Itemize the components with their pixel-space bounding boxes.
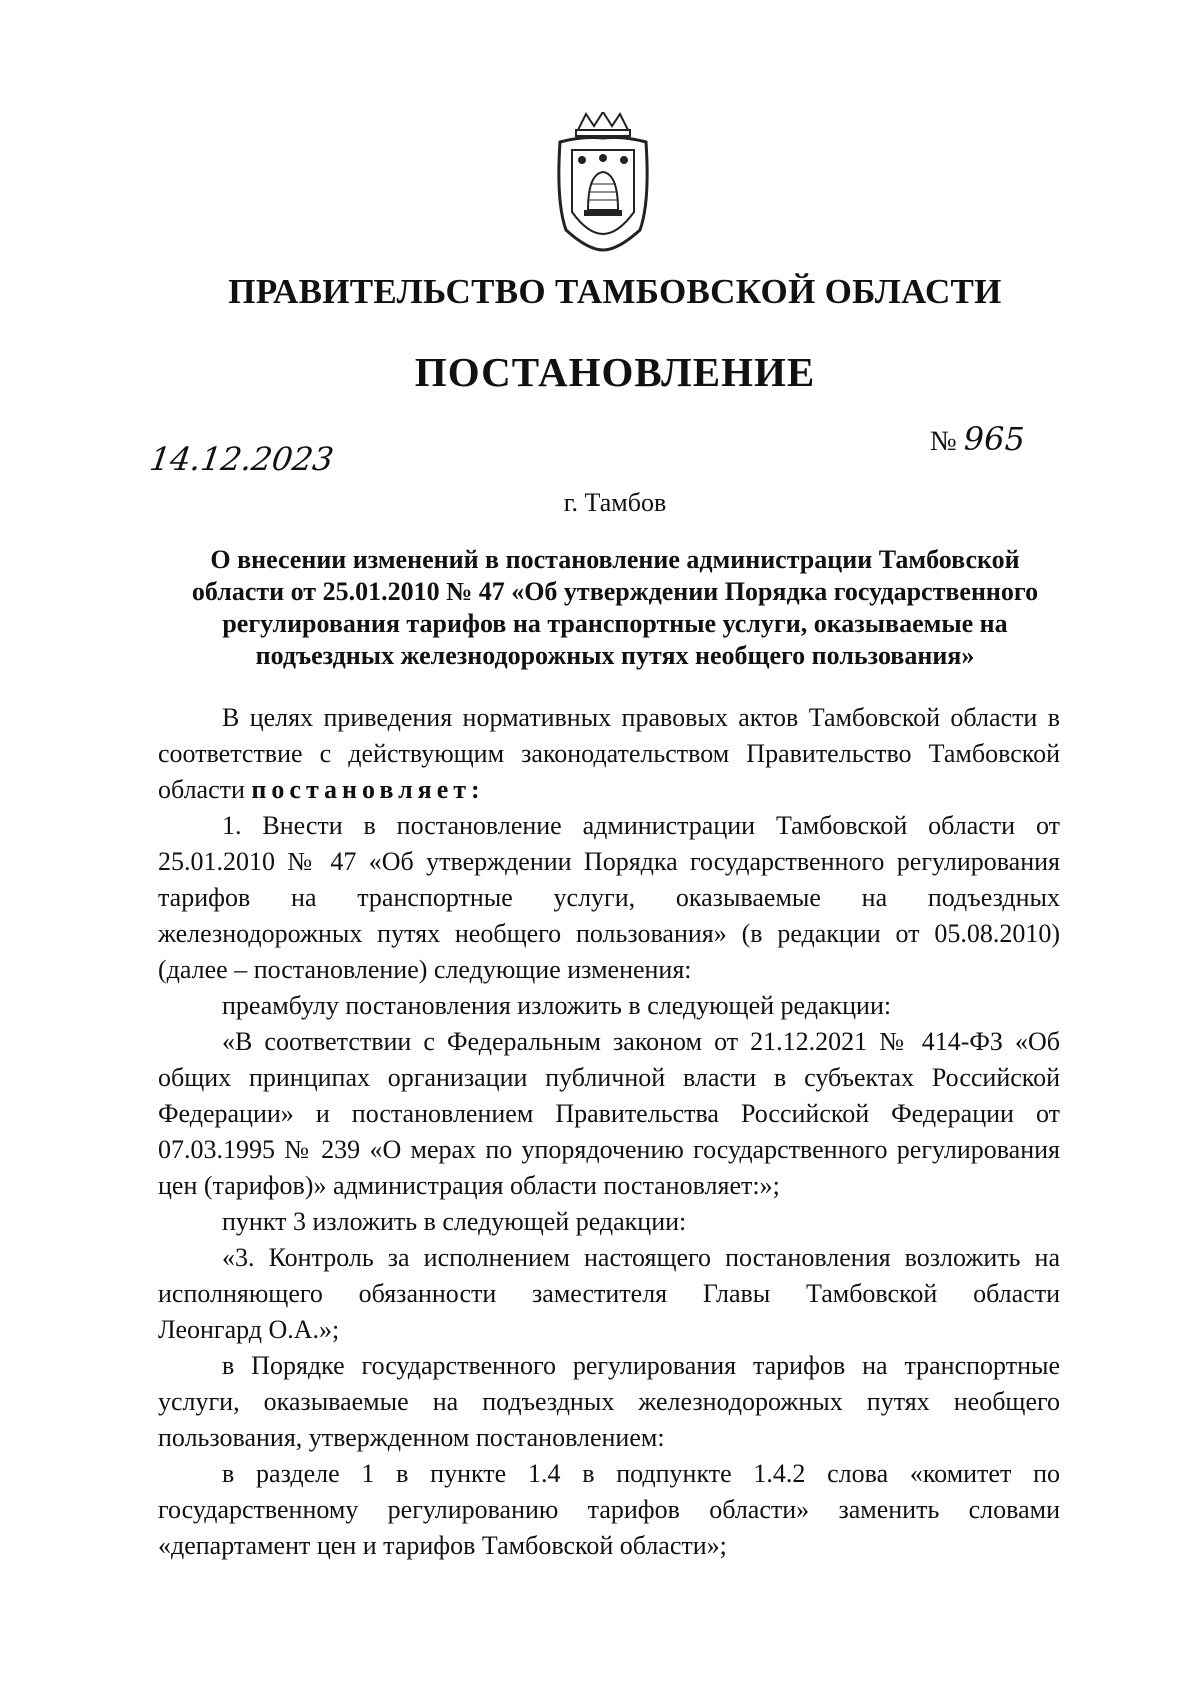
body-line-text: «В соответствии с Федеральным законом от 21.12.2021 № 414-ФЗ «Об (222, 1027, 1060, 1056)
body-line (158, 1456, 1060, 1492)
body-line-text: В целях приведения нормативных правовых актов Тамбовской области в (222, 703, 1060, 732)
number-label: № (930, 426, 957, 457)
body-line (158, 844, 1060, 880)
body-line-text: исполняющего обязанности заместителя Главы Тамбовской области (158, 1279, 1060, 1308)
body-line-text: в разделе 1 в пункте 1.4 в подпункте 1.4.2 слова «комитет по (222, 1459, 1060, 1488)
body-line-text: области (158, 775, 252, 804)
title-line: области от 25.01.2010 № 47 «Об утверждении Порядка государственного (191, 577, 1039, 606)
body-line-text: общих принципах организации публичной власти в субъектах Российской (158, 1063, 1060, 1092)
body-line (158, 1384, 1060, 1420)
body-line (158, 1204, 1060, 1240)
body-line-text: 25.01.2010 № 47 «Об утверждении Порядка государственного регулирования (158, 847, 1060, 876)
body-line (158, 1528, 1060, 1564)
body-line-text: «3. Контроль за исполнением настоящего постановления возложить на (222, 1243, 1060, 1272)
body-line-text: государственному регулированию тарифов области» заменить словами (158, 1495, 1060, 1524)
body-line (158, 736, 1060, 772)
body-line-text: пользования, утвержденном постановлением: (158, 1423, 665, 1452)
number-value: 965 (963, 420, 1025, 458)
city: г. Тамбов (563, 488, 667, 517)
body-line (158, 808, 1060, 844)
body-line (158, 880, 1060, 916)
body-line (158, 700, 1060, 736)
body-line (158, 988, 1060, 1024)
body-line-text: в Порядке государственного регулирования тарифов на транспортные (222, 1351, 1060, 1380)
title-line: подъездных железнодорожных путях необщего пользования» (255, 641, 975, 670)
title-line: регулирования тарифов на транспортные услуги, оказываемые на (222, 609, 1008, 638)
body-line-text: услуги, оказываемые на подъездных железнодорожных путях необщего (158, 1387, 1060, 1416)
body-line-text: тарифов на транспортные услуги, оказываемые на подъездных (158, 883, 1060, 912)
document-body (158, 700, 1060, 1564)
body-line-text: преамбулу постановления изложить в следующей редакции: (222, 991, 892, 1020)
body-line-text: соответствие с действующим законодательством Правительство Тамбовской (158, 739, 1060, 768)
body-line (158, 1240, 1060, 1276)
resolves-keyword: постановляет: (251, 775, 485, 804)
body-line (158, 1060, 1060, 1096)
body-line (158, 1096, 1060, 1132)
body-line-text: Федерации» и постановлением Правительства Российской Федерации от (158, 1099, 1060, 1128)
body-line (158, 1348, 1060, 1384)
body-line (158, 1420, 1060, 1456)
body-line (158, 952, 1060, 988)
body-line (158, 1276, 1060, 1312)
body-line (158, 1132, 1060, 1168)
body-line-text: пункт 3 изложить в следующей редакции: (222, 1207, 687, 1236)
document-title (150, 544, 1080, 672)
body-line (158, 1312, 1060, 1348)
body-line (158, 772, 1060, 808)
body-line (158, 1168, 1060, 1204)
title-line: О внесении изменений в постановление администрации Тамбовской (210, 545, 1020, 574)
body-line-text: 1. Внести в постановление администрации Тамбовской области от (222, 811, 1060, 840)
body-line-text: железнодорожных путях необщего пользования» (в редакции от 05.08.2010) (158, 919, 1060, 948)
government-name: ПРАВИТЕЛЬСТВО ТАМБОВСКОЙ ОБЛАСТИ (228, 272, 1002, 311)
body-line-text: (далее – постановление) следующие изменения: (158, 955, 692, 984)
body-line-text: 07.03.1995 № 239 «О мерах по упорядочению государственного регулирования (158, 1135, 1060, 1164)
body-line (158, 916, 1060, 952)
body-line-text: цен (тарифов)» администрация области постановляет:»; (158, 1171, 780, 1200)
coat-of-arms-emblem (548, 112, 658, 252)
document-date: 14.12.2023 (147, 440, 336, 478)
body-line (158, 1024, 1060, 1060)
body-line-text: Леонгард О.А.»; (158, 1315, 340, 1344)
body-line-text: «департамент цен и тарифов Тамбовской области»; (158, 1531, 727, 1560)
body-line (158, 1492, 1060, 1528)
document-number (930, 420, 1025, 458)
document-type: ПОСТАНОВЛЕНИЕ (414, 349, 816, 395)
